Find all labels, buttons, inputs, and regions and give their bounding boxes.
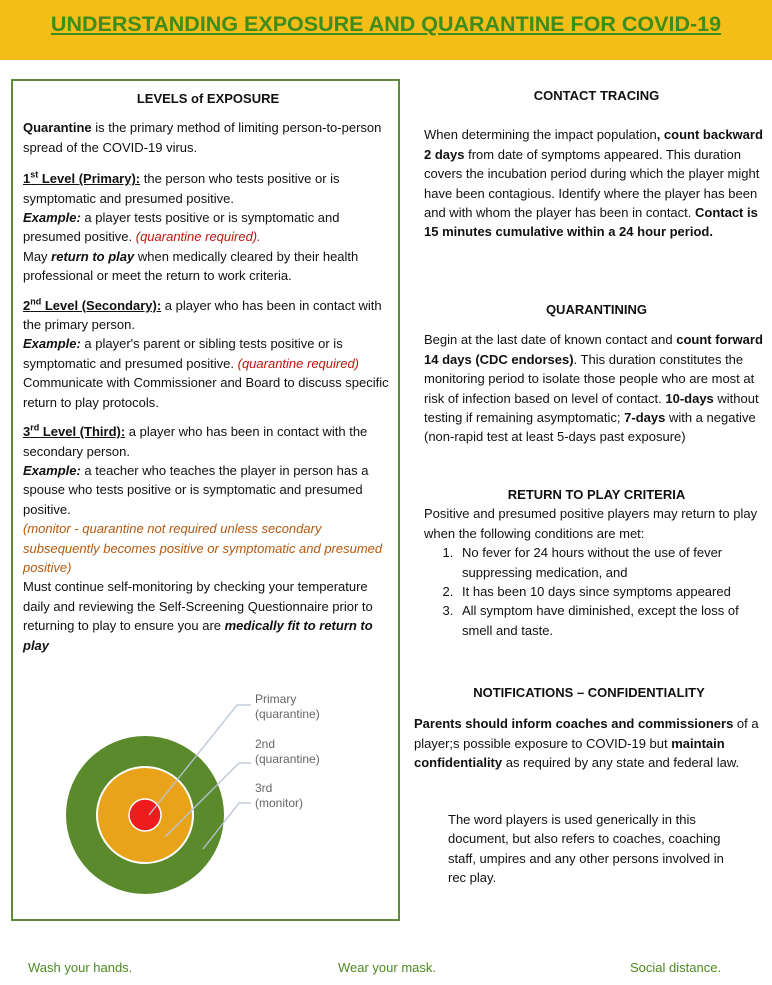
notifications-heading: NOTIFICATIONS – CONFIDENTIALITY [473, 685, 705, 700]
third-label-line2: (monitor) [255, 796, 304, 810]
contact-tracing-section [424, 86, 769, 242]
title-banner [0, 0, 772, 60]
level2-extra: Communicate with Commissioner and Board to discuss specific return to play protocols. [23, 375, 389, 410]
footer-social-distance: Social distance. [630, 960, 722, 975]
footer-wash-hands: Wash your hands. [28, 960, 133, 975]
level1-title: 1st Level (Primary): the person who tests positive or is symptomatic and presumed positive. [23, 169, 340, 206]
levels-heading: LEVELS of EXPOSURE [136, 91, 280, 106]
list-item: 2. It has been 10 days since symptoms appeared [457, 582, 769, 601]
players-definition-note: The word players is used generically in this document, but also refers to coaches, coaching staff, umpires and any other persons involved in rec play. [448, 812, 724, 886]
return-to-play-intro: Positive and presumed positive players may return to play when the following conditions are met: [424, 506, 758, 541]
third-label-line1: 3rd [255, 781, 273, 795]
return-to-play-criteria-list [424, 543, 769, 640]
notifications-text: Parents should inform coaches and commissioners of a player;s possible exposure to COVID-19 but maintain confidentiality as required by any state and federal law. [414, 716, 759, 771]
second-label-line1: 2nd [255, 737, 276, 751]
footer-wear-mask: Wear your mask. [338, 960, 437, 975]
level1-example: Example: a player tests positive or is symptomatic and presumed positive. (quarantine required). [23, 210, 340, 245]
notifications-section [414, 683, 764, 773]
quarantining-heading: QUARANTINING [545, 302, 648, 317]
level3-example: Example: a teacher who teaches the player in person has a spouse who tests positive or is symptomatic and presumed positive. [23, 462, 369, 517]
quarantine-intro: Quarantine is the primary method of limiting person-to-person spread of the COVID-19 virus. [23, 120, 382, 155]
quarantining-section [424, 300, 769, 447]
list-item: 1. No fever for 24 hours without the use of fever suppressing medication, and [457, 543, 769, 582]
exposure-levels-diagram [13, 681, 398, 951]
quarantining-text: Begin at the last date of known contact and count forward 14 days (CDC endorses). This duration constitutes the monitoring period to isolate those people who are most at risk of infection based on level of contact. 10-days without testing if remaining asymptomatic; 7-days with a negative (non-rapid test at least 5-days past exposure) [424, 332, 763, 445]
contact-tracing-heading: CONTACT TRACING [533, 88, 660, 103]
contact-tracing-text: When determining the impact population, count backward 2 days from date of symptoms appeared. This duration covers the incubation period during which the player might have been contagious. Identify where the player has been and with whom the player has been in contact. Contact is 15 minutes cumulative within a 24 hour period. [424, 127, 763, 240]
level1-return-to-play: May return to play when medically cleared by their health professional or meet the return to work criteria. [23, 248, 359, 284]
level2-example: Example: a player's parent or sibling tests positive or is symptomatic and presumed positive. (quarantine required) [23, 336, 360, 371]
level3-note: (monitor - quarantine not required unless secondary subsequently becomes positive or symptomatic and presumed positive) [23, 521, 383, 575]
primary-label-line1: Primary [255, 692, 297, 706]
return-to-play-heading: RETURN TO PLAY CRITERIA [507, 487, 686, 502]
levels-of-exposure-panel [11, 79, 400, 921]
page-title: UNDERSTANDING EXPOSURE AND QUARANTINE FOR COVID-19 [50, 12, 722, 36]
level3-monitoring: Must continue self-monitoring by checking your temperature daily and reviewing the Self-Screening Questionnaire prior to returning to play to ensure you are medically fit to return to play [23, 579, 373, 653]
return-to-play-section [424, 485, 769, 640]
list-item: 3. All symptom have diminished, except the loss of smell and taste. [457, 601, 769, 640]
level3-title: 3rd Level (Third): a player who has been in contact with the secondary person. [23, 422, 368, 459]
inner-circle-primary-level [129, 799, 161, 831]
level2-title: 2nd Level (Secondary): a player who has been in contact with the primary person. [23, 296, 382, 333]
primary-label-line2: (quarantine) [255, 707, 320, 721]
second-label-line2: (quarantine) [255, 752, 320, 766]
